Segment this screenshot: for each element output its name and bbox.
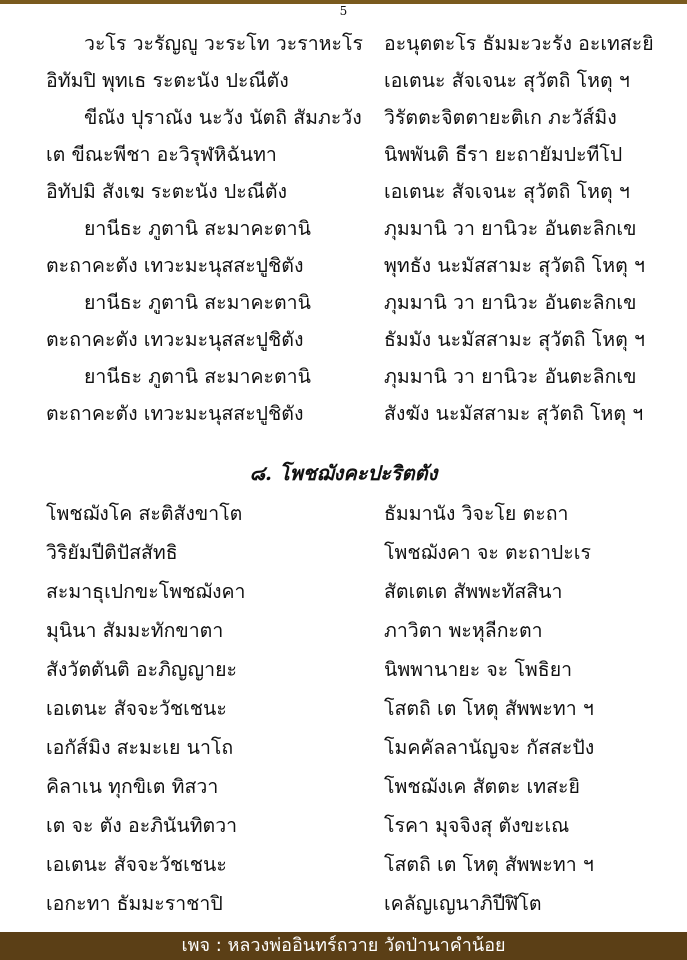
verse-left-text: เอเตนะ สัจจะวัชเชนะ	[46, 697, 227, 720]
verse-left-text: เอเตนะ สัจจะวัชเชนะ	[46, 853, 227, 876]
verse-line	[0, 100, 687, 136]
verse-right-text: สังฆัง นะมัสสามะ สุวัตถิ โหตุ ฯ	[384, 402, 644, 425]
verse-left-text: เอกะทา ธัมมะราชาปิ	[46, 892, 223, 915]
verse-left-text: เอกัส์มิง สะมะเย นาโถ	[46, 736, 234, 759]
verse-right-text: โพชฌังเค สัตตะ เทสะยิ	[384, 775, 580, 798]
verse-right-text: ธัมมานัง วิจะโย ตะถา	[384, 502, 569, 525]
verse-right-text: อะนุตตะโร ธัมมะวะรัง อะเทสะยิ	[384, 32, 654, 55]
verse-line	[0, 769, 687, 805]
verse-right-text: โสตถิ เต โหตุ สัพพะทา ฯ	[384, 697, 594, 720]
verse-right-text: โรคา มุจจิงสุ ตังขะเณ	[384, 814, 570, 837]
verse-line	[0, 613, 687, 649]
verse-left-text: ยานีธะ ภูตานิ สะมาคะตานิ	[84, 291, 311, 314]
verse-right-text: ภุมมานิ วา ยานิวะ อันตะลิกเข	[384, 365, 637, 388]
verse-line	[0, 137, 687, 173]
verse-left-text: สังวัตตันติ อะภิญญายะ	[46, 658, 238, 681]
verse-line	[0, 174, 687, 210]
verse-left-text: ตะถาคะตัง เทวะมะนุสสะปูชิตัง	[46, 254, 304, 277]
verse-left-text: มุนินา สัมมะทักขาตา	[46, 619, 224, 642]
verse-left-text: วะโร วะรัญญู วะระโท วะราหะโร	[84, 32, 363, 55]
verse-right-text: ภาวิตา พะหุลีกะตา	[384, 619, 543, 642]
verse-line	[0, 535, 687, 571]
verse-line	[0, 574, 687, 610]
verse-line	[0, 808, 687, 844]
verse-line	[0, 359, 687, 395]
verse-left-text: โพชฌังโค สะติสังขาโต	[46, 502, 243, 525]
verse-left-text: เต ขีณะพีชา อะวิรุฬหิฉันทา	[46, 143, 277, 166]
verse-line	[0, 396, 687, 432]
verse-right-text: พุทธัง นะมัสสามะ สุวัตถิ โหตุ ฯ	[384, 254, 645, 277]
verse-line	[0, 691, 687, 727]
verse-left-text: อิทัมปิ พุทเธ ระตะนัง ปะณีตัง	[46, 69, 289, 92]
verse-right-text: นิพพานายะ จะ โพธิยา	[384, 658, 573, 681]
verse-line	[0, 847, 687, 883]
verse-right-text: เอเตนะ สัจเจนะ สุวัตถิ โหตุ ฯ	[384, 69, 630, 92]
verse-left-text: วิริยัมปีติปัสสัทธิ	[46, 541, 178, 564]
verse-line	[0, 211, 687, 247]
verse-left-text: ตะถาคะตัง เทวะมะนุสสะปูชิตัง	[46, 328, 304, 351]
verse-right-text: เอเตนะ สัจเจนะ สุวัตถิ โหตุ ฯ	[384, 180, 630, 203]
verse-left-text: อิทัปมิ สังเฆ ระตะนัง ปะณีตัง	[46, 180, 288, 203]
verse-right-text: เคลัญเญนาภิปีฬิโต	[384, 892, 542, 915]
verse-line	[0, 886, 687, 922]
verse-line	[0, 652, 687, 688]
verse-line	[0, 730, 687, 766]
verse-right-text: ธัมมัง นะมัสสามะ สุวัตถิ โหตุ ฯ	[384, 328, 645, 351]
verse-right-text: วิรัตตะจิตตายะติเก ภะวัส์มิง	[384, 106, 617, 129]
verse-right-text: โพชฌังคา จะ ตะถาปะเร	[384, 541, 591, 564]
footer-bar	[0, 932, 687, 960]
verse-line	[0, 322, 687, 358]
section-title: ๘. โพชฌังคะปะริตตัง	[249, 461, 438, 485]
verse-line	[0, 285, 687, 321]
verse-right-text: สัตเตเต สัพพะทัสสินา	[384, 580, 563, 603]
verse-right-text: ภุมมานิ วา ยานิวะ อันตะลิกเข	[384, 291, 637, 314]
verse-left-text: ยานีธะ ภูตานิ สะมาคะตานิ	[84, 365, 311, 388]
verse-right-text: ภุมมานิ วา ยานิวะ อันตะลิกเข	[384, 217, 637, 240]
verse-left-text: ขีณัง ปุราณัง นะวัง นัตถิ สัมภะวัง	[84, 106, 362, 129]
footer-text: เพจ : หลวงพ่ออินทร์ถวาย วัดป่านาคำน้อย	[181, 935, 506, 956]
verse-left-text: ตะถาคะตัง เทวะมะนุสสะปูชิตัง	[46, 402, 304, 425]
verse-left-text: ยานีธะ ภูตานิ สะมาคะตานิ	[84, 217, 311, 240]
verse-line	[0, 26, 687, 62]
verse-line	[0, 496, 687, 532]
verse-right-text: นิพพันติ ธีรา ยะถายัมปะทีโป	[384, 143, 623, 166]
verse-left-text: เต จะ ตัง อะภินันทิตวา	[46, 814, 238, 837]
verse-right-text: โมคคัลลานัญจะ กัสสะปัง	[384, 736, 595, 759]
verse-left-text: คิลาเน ทุกขิเต ทิสวา	[46, 775, 219, 798]
verse-line	[0, 248, 687, 284]
verse-line	[0, 63, 687, 99]
verse-left-text: สะมาธุเปกขะโพชฌังคา	[46, 580, 246, 603]
verse-right-text: โสตถิ เต โหตุ สัพพะทา ฯ	[384, 853, 594, 876]
page-number: 5	[339, 4, 348, 18]
